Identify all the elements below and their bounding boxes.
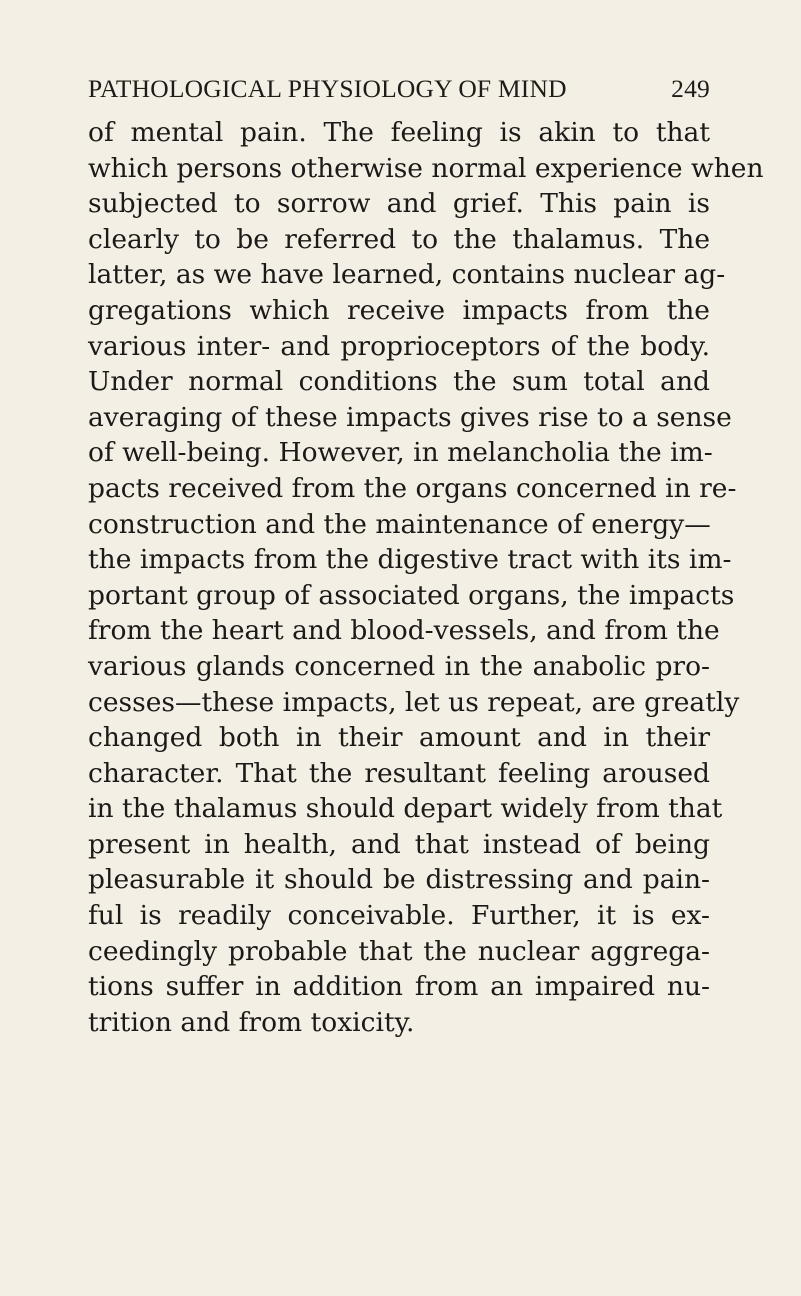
text-line: which persons otherwise normal experience when (88, 152, 764, 184)
text-line: latter, as we have learned, contains nuclear ag- (88, 259, 726, 291)
text-line: averaging of these impacts gives rise to a sense (88, 401, 732, 433)
text-line: clearly to be referred to the thalamus. The (88, 223, 710, 255)
text-line: subjected to sorrow and grief. This pain is (88, 188, 710, 220)
text-line: gregations which receive impacts from the (88, 294, 710, 326)
text-line: ceedingly probable that the nuclear aggrega- (88, 935, 710, 967)
text-line: present in health, and that instead of being (88, 828, 710, 860)
text-line: ful is readily conceivable. Further, it is ex- (88, 900, 710, 932)
text-line: of well-being. However, in melancholia the im- (88, 437, 713, 469)
text-line: changed both in their amount and in their (88, 722, 710, 754)
text-line: the impacts from the digestive tract with its im- (88, 544, 732, 576)
text-line: pacts received from the organs concerned in re- (88, 472, 737, 504)
text-line: from the heart and blood-vessels, and from the (88, 615, 720, 647)
text-line: pleasurable it should be distressing and pain- (88, 864, 710, 896)
text-line: character. That the resultant feeling aroused (88, 757, 710, 789)
text-line: trition and from toxicity. (88, 1006, 415, 1038)
text-line: construction and the maintenance of energy— (88, 508, 711, 540)
text-line: cesses—these impacts, let us repeat, are greatly (88, 686, 740, 718)
text-line: in the thalamus should depart widely from that (88, 793, 723, 825)
text-line: various glands concerned in the anabolic pro- (88, 650, 710, 682)
text-line: tions suffer in addition from an impaired nu- (88, 971, 710, 1003)
page-number: 249 (671, 74, 710, 103)
running-title: PATHOLOGICAL PHYSIOLOGY OF MIND (88, 74, 567, 103)
body-text (88, 115, 764, 1040)
text-line: Under normal conditions the sum total and (88, 366, 710, 398)
text-line: various inter- and proprioceptors of the body. (88, 330, 710, 362)
running-head (88, 71, 710, 107)
text-line: portant group of associated organs, the impacts (88, 579, 735, 611)
text-line: of mental pain. The feeling is akin to that (88, 117, 710, 148)
